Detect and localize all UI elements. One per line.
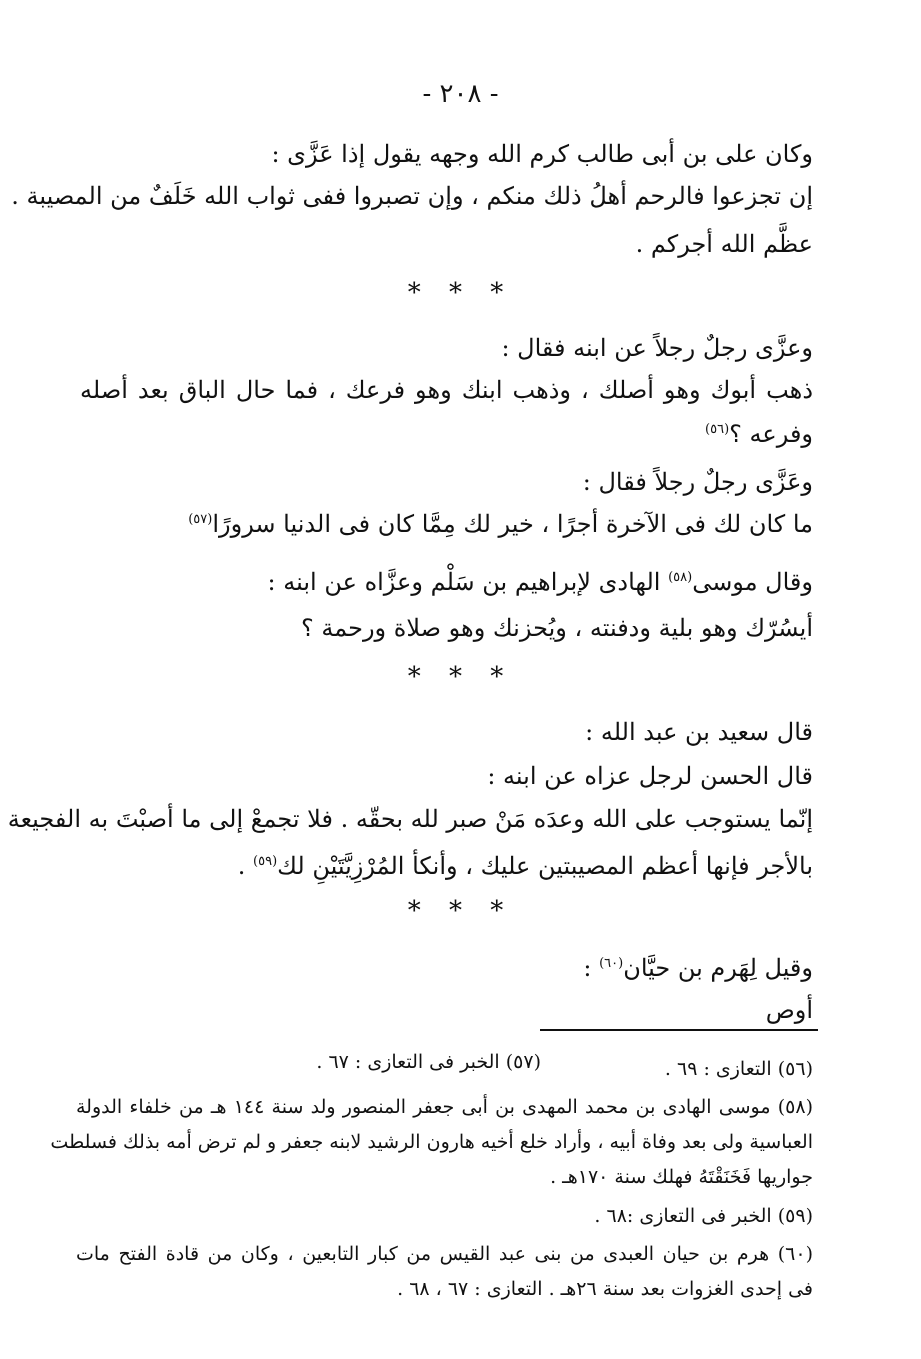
text-line: إن تجزعوا فالرحم أهلُ ذلك منكم ، وإن تصبروا ففى ثواب الله خَلَفٌ من المصيبة . [11,182,813,210]
footnote: (٥٧) الخبر فى التعازى : ٦٧ . [316,1051,541,1073]
text-line: ذهب أبوك وهو أصلك ، وذهب ابنك وهو فرعك ، فما حال الباق بعد أصله [80,376,813,404]
footnote-divider [540,1029,818,1031]
footnote-ref: (٥٧) [188,512,213,527]
footnote: العباسية ولى بعد وفاة أبيه ، وأراد خلع أخيه هارون الرشيد لابنه جعفر و لم ترض أمه بذلك فسلطت [50,1131,813,1153]
text-run: بالأجر فإنها أعظم المصيبتين عليك ، وأنكأ المُرْزِيَّتَيْنِ لك [277,852,813,880]
footnote: (٥٩) الخبر فى التعازى :٦٨ . [594,1205,813,1227]
text-line: أيسُرّك وهو بلية ودفنته ، ويُحزنك وهو صلاة ورحمة ؟ [301,614,813,642]
footnote-ref: (٥٦) [705,422,730,437]
text-line: إنّما يستوجب على الله وعدَه مَنْ صبر لله بحقّه . فلا تجمعْ إلى ما أصبْتَ به الفجيعة [7,805,813,833]
footnote-ref: (٥٨) [668,570,693,585]
text-line: عظَّم الله أجركم . [635,230,813,258]
text-line: وكان على بن أبى طالب كرم الله وجهه يقول إذا عَزَّى : [271,140,813,168]
text-line [238,850,813,882]
text-run: وقيل لِهَرم بن حيَّان [623,954,813,982]
footnote: (٥٦) التعازى : ٦٩ . [664,1058,813,1080]
footnote: (٥٨) موسى الهادى بن محمد المهدى بن أبى جعفر المنصور ولد سنة ١٤٤ هـ من خلفاء الدولة [76,1096,813,1118]
page-number: - ٢٠٨ - [422,79,499,109]
text-line [268,566,813,598]
text-run: وفرعه ؟ [729,420,813,448]
section-separator: * * * [407,896,514,926]
footnote-ref: (٦٠) [599,956,624,971]
footnote: جواريها فَخَنَقْتَهُ فهلك سنة ١٧٠هـ . [550,1166,813,1188]
section-separator: * * * [407,662,514,692]
text-run: . [237,852,254,880]
text-line: وعَزَّى رجلٌ رجلاً فقال : [582,468,813,496]
text-line [188,508,813,540]
footnote: فى إحدى الغزوات بعد سنة ٢٦هـ . التعازى : ٦٧ ، ٦٨ . [397,1278,813,1300]
text-run: : [583,954,600,982]
text-run: الهادى لإبراهيم بن سَلْم وعزَّاه عن ابنه : [267,568,669,596]
text-line [583,952,813,984]
text-line: قال سعيد بن عبد الله : [585,718,813,746]
text-run: ما كان لك فى الآخرة أجرًا ، خير لك مِمَّا كان فى الدنيا سرورًا [212,510,813,538]
footnote-ref: (٥٩) [253,854,278,869]
text-line: وعزَّى رجلٌ رجلاً عن ابنه فقال : [501,334,813,362]
text-line: قال الحسن لرجل عزاه عن ابنه : [487,762,813,790]
text-run: وقال موسى [692,568,813,596]
text-line [705,418,813,450]
section-separator: * * * [407,278,514,308]
text-line: أوص [765,996,813,1024]
footnote: (٦٠) هرم بن حيان العبدى من بنى عبد القيس من كبار التابعين ، وكان من قادة الفتح مات [76,1243,813,1265]
